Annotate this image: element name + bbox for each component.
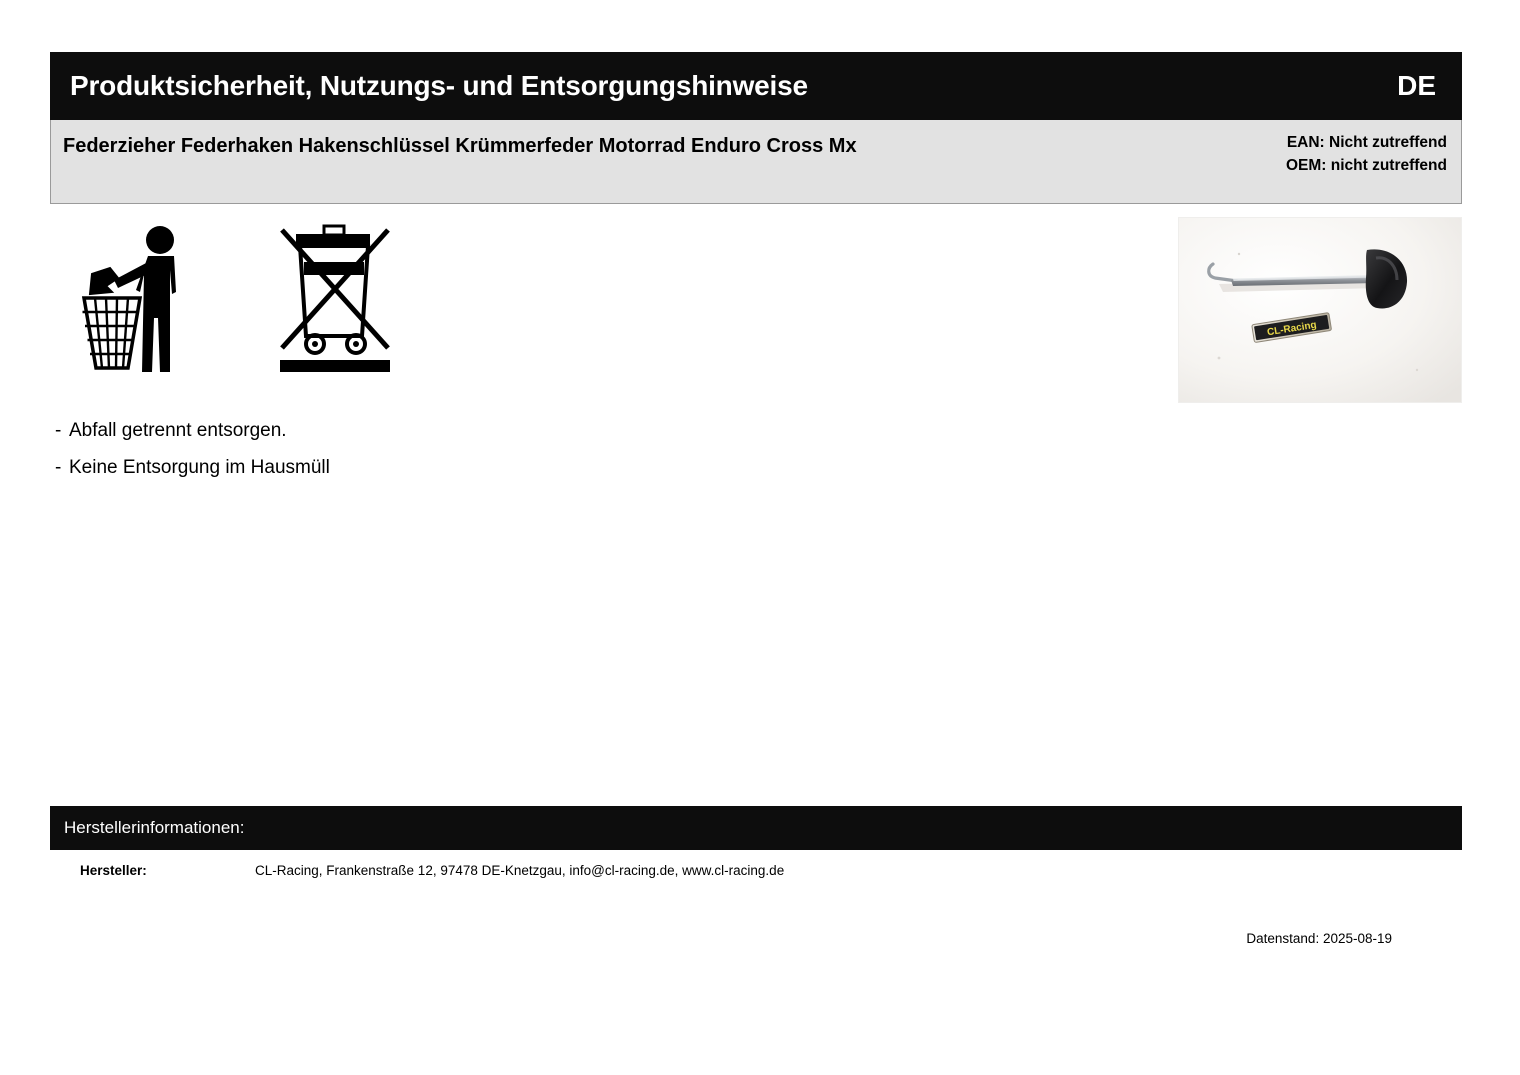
product-photo-image <box>1179 218 1462 403</box>
product-photo <box>1178 217 1462 403</box>
svg-text:CL-Racing: CL-Racing <box>1266 319 1318 339</box>
disposal-notes <box>55 412 955 486</box>
list-item <box>55 449 955 486</box>
note-text: Abfall getrennt entsorgen. <box>69 420 287 441</box>
list-item <box>55 412 955 449</box>
bullet-dash: - <box>55 420 62 441</box>
product-codes <box>1286 120 1461 203</box>
ean-value: EAN: Nicht zutreffend <box>1286 134 1447 151</box>
manufacturer-section-label: Herstellerinformationen: <box>64 818 245 837</box>
language-code: DE <box>1397 70 1436 101</box>
bullet-dash: - <box>55 457 62 478</box>
pictogram-area <box>78 222 398 374</box>
page-title: Produktsicherheit, Nutzungs- und Entsorgungshinweise <box>70 70 808 101</box>
datestamp: Datenstand: 2025-08-19 <box>1246 931 1392 946</box>
note-text: Keine Entsorgung im Hausmüll <box>69 457 330 478</box>
document-header-bar <box>50 52 1462 120</box>
product-name: Federzieher Federhaken Hakenschlüssel Krümmerfeder Motorrad Enduro Cross Mx <box>63 135 857 157</box>
oem-value: OEM: nicht zutreffend <box>1285 157 1447 174</box>
manufacturer-value: CL-Racing, Frankenstraße 12, 97478 DE-Knetzgau, info@cl-racing.de, www.cl-racing.de <box>255 863 785 878</box>
weee-crossed-out-wheelie-bin-icon <box>272 222 398 374</box>
manufacturer-section-bar <box>50 806 1462 850</box>
manufacturer-row <box>80 861 1460 880</box>
product-info-bar <box>50 120 1462 204</box>
manufacturer-key: Hersteller: <box>80 863 147 878</box>
dispose-in-bin-icon <box>78 222 204 374</box>
